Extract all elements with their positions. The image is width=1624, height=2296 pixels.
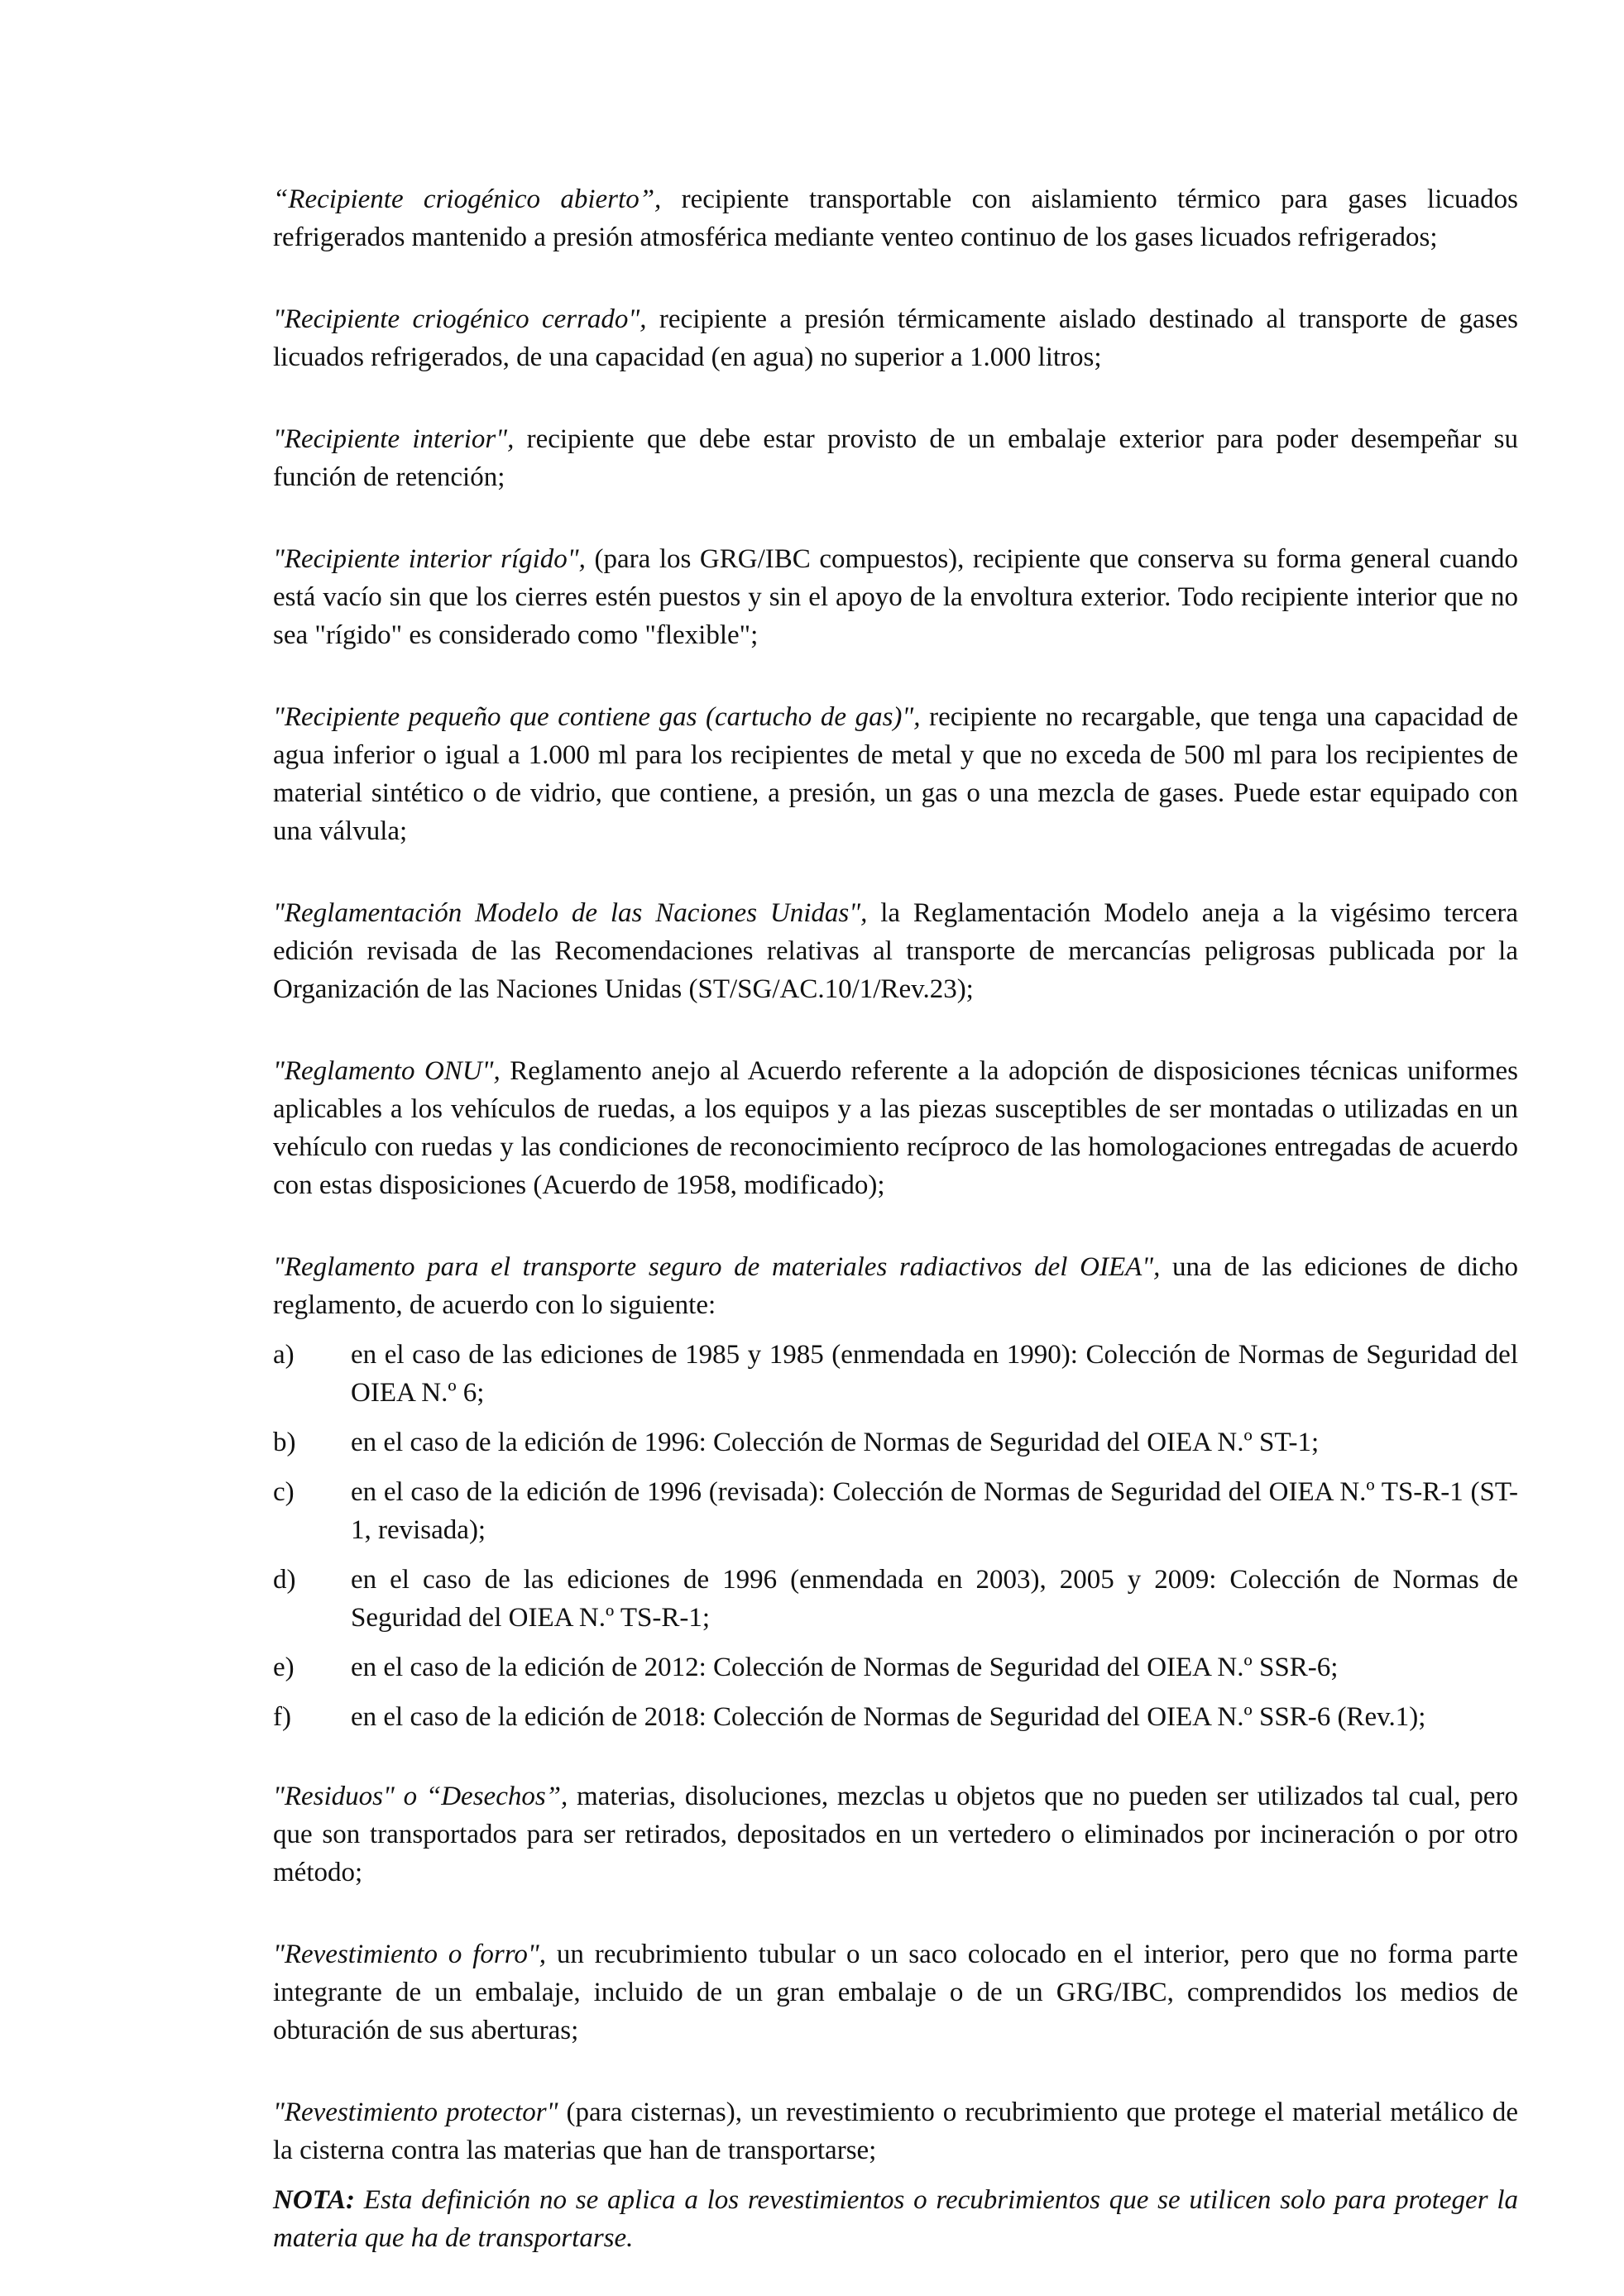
list-item-text: en el caso de la edición de 2018: Colección de Normas de Seguridad del OIEA N.º SSR-6 (Rev.1); (351, 1702, 1426, 1732)
list-item-label: f) (273, 1702, 291, 1732)
list-item-text: en el caso de las ediciones de 1985 y 1985 (enmendada en 1990): Colección de Normas de Seguridad del OIEA N.º 6; (351, 1340, 1518, 1408)
list-item (273, 1473, 1518, 1549)
definition-term: "Reglamento para el transporte seguro de materiales radiactivos del OIEA", (273, 1252, 1161, 1282)
definition-reglamentacion-modelo-onu (273, 894, 1518, 1008)
list-item (273, 1336, 1518, 1412)
list-item-text: en el caso de la edición de 1996 (revisada): Colección de Normas de Seguridad del OIEA N.º TS-R-1 (ST-1, revisada); (351, 1477, 1518, 1545)
note-label: NOTA: (273, 2185, 355, 2215)
document-page (273, 180, 1518, 2257)
definition-residuos-desechos (273, 1777, 1518, 1892)
definition-term: "Reglamento ONU", (273, 1056, 501, 1086)
definition-term: "Reglamentación Modelo de las Naciones Unidas", (273, 898, 868, 928)
definition-text: recipiente que debe estar provisto de un embalaje exterior para poder desempeñar su función de retención; (273, 424, 1518, 492)
list-item-label: e) (273, 1653, 295, 1682)
definition-text: (para cisternas), un revestimiento o recubrimiento que protege el material metálico de la cisterna contra las materias que han de transportarse; (273, 2097, 1518, 2165)
definition-term: "Revestimiento o forro", (273, 1940, 546, 1969)
definition-text: recipiente transportable con aislamiento térmico para gases licuados refrigerados mantenido a presión atmosférica mediante venteo continuo de los gases licuados refrigerados; (273, 184, 1518, 252)
definition-recipiente-interior (273, 420, 1518, 496)
oiea-editions-list (273, 1336, 1518, 1736)
list-item-text: en el caso de la edición de 1996: Colección de Normas de Seguridad del OIEA N.º ST-1; (351, 1428, 1320, 1457)
list-item (273, 1423, 1518, 1461)
definition-term: "Recipiente criogénico cerrado", (273, 304, 647, 334)
definition-recipiente-criogenico-abierto (273, 180, 1518, 256)
definition-text: recipiente no recargable, que tenga una capacidad de agua inferior o igual a 1.000 ml para los recipientes de metal y que no exceda de 500 ml para los recipientes de material sintético o de vidrio, que contiene, a presión, un gas o una mezcla de gases. Puede estar equipado con una válvula; (273, 702, 1518, 846)
list-item (273, 1698, 1518, 1736)
definition-text: una de las ediciones de dicho reglamento, de acuerdo con lo siguiente: (273, 1252, 1518, 1320)
definition-term: "Recipiente interior", (273, 424, 515, 454)
definition-term: “Recipiente criogénico abierto”, (273, 184, 662, 214)
definition-text: recipiente a presión térmicamente aislado destinado al transporte de gases licuados refrigerados, de una capacidad (en agua) no superior a 1.000 litros; (273, 304, 1518, 372)
definition-text: Reglamento anejo al Acuerdo referente a la adopción de disposiciones técnicas uniformes aplicables a los vehículos de ruedas, a los equipos y a las piezas susceptibles de ser montadas o utilizadas en un vehículo con ruedas y las condiciones de reconocimiento recíproco de las homologaciones entregadas de acuerdo con estas disposiciones (Acuerdo de 1958, modificado); (273, 1056, 1518, 1200)
list-item-label: d) (273, 1565, 296, 1595)
list-item-label: b) (273, 1428, 296, 1457)
definition-text: materias, disoluciones, mezclas u objetos que no pueden ser utilizados tal cual, pero que son transportados para ser retirados, depositados en un vertedero o eliminados por incineración o por otro método; (273, 1782, 1518, 1887)
definition-term: "Recipiente interior rígido", (273, 544, 586, 574)
definition-recipiente-pequeno-gas (273, 698, 1518, 850)
list-item-text: en el caso de la edición de 2012: Colección de Normas de Seguridad del OIEA N.º SSR-6; (351, 1653, 1339, 1682)
definition-recipiente-interior-rigido (273, 540, 1518, 654)
definition-revestimiento-protector (273, 2093, 1518, 2169)
definition-text: la Reglamentación Modelo aneja a la vigésimo tercera edición revisada de las Recomendaciones relativas al transporte de mercancías peligrosas publicada por la Organización de las Naciones Unidas (ST/SG/AC.10/1/Rev.23); (273, 898, 1518, 1004)
note-text: Esta definición no se aplica a los revestimientos o recubrimientos que se utilicen solo para proteger la materia que ha de transportarse. (273, 2185, 1518, 2253)
list-item (273, 1648, 1518, 1686)
definition-reglamento-oiea (273, 1248, 1518, 1324)
list-item-text: en el caso de las ediciones de 1996 (enmendada en 2003), 2005 y 2009: Colección de Normas de Seguridad del OIEA N.º TS-R-1; (351, 1565, 1518, 1633)
list-item-label: c) (273, 1477, 295, 1507)
definition-term: "Recipiente pequeño que contiene gas (cartucho de gas)", (273, 702, 921, 732)
definition-reglamento-onu (273, 1052, 1518, 1204)
note-paragraph (273, 2181, 1518, 2257)
list-item (273, 1561, 1518, 1637)
definition-term: "Residuos" o “Desechos”, (273, 1782, 568, 1811)
definition-text: un recubrimiento tubular o un saco colocado en el interior, pero que no forma parte integrante de un embalaje, incluido de un gran embalaje o de un GRG/IBC, comprendidos los medios de obturación de sus aberturas; (273, 1940, 1518, 2045)
list-item-label: a) (273, 1340, 295, 1370)
definition-recipiente-criogenico-cerrado (273, 300, 1518, 376)
definition-term: "Revestimiento protector" (273, 2097, 558, 2127)
definition-text: (para los GRG/IBC compuestos), recipiente que conserva su forma general cuando está vacío sin que los cierres estén puestos y sin el apoyo de la envoltura exterior. Todo recipiente interior que no sea "rígido" es considerado como "flexible"; (273, 544, 1518, 650)
definition-revestimiento-forro (273, 1935, 1518, 2050)
